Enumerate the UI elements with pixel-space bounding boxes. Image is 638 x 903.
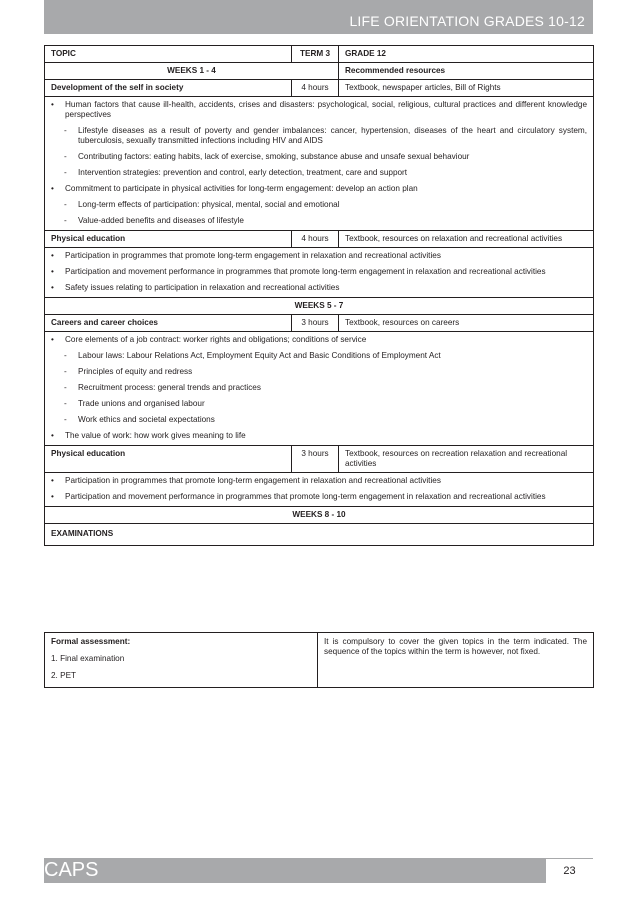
term-header: TERM 3 [292, 46, 339, 63]
topics-note: It is compulsory to cover the given topics in the term indicated. The sequence of the topics within the term is however, not fixed. [318, 633, 594, 688]
weeks-label: WEEKS 8 - 10 [45, 507, 594, 524]
list-item: - Recruitment process: general trends and practices [64, 383, 261, 392]
topic-name: Physical education [45, 446, 292, 473]
list-item: - Principles of equity and redress [64, 367, 193, 376]
topic-content-row [45, 97, 594, 231]
topic-resources: Textbook, resources on recreation relaxation and recreational activities [339, 446, 594, 473]
footer-bar [44, 858, 593, 883]
list-item: - Contributing factors: eating habits, lack of exercise, smoking, substance abuse and unsafe sexual behaviour [64, 152, 470, 161]
header-title: LIFE ORIENTATION GRADES 10-12 [349, 13, 585, 29]
topic-row [45, 315, 594, 332]
list-item: - Value-added benefits and diseases of lifestyle [64, 216, 244, 225]
weeks-5-7-row [45, 298, 594, 315]
header-bar [44, 0, 593, 34]
topic-header: TOPIC [45, 46, 292, 63]
topic-row [45, 80, 594, 97]
list-item: • Human factors that cause ill-health, accidents, crises and disasters: psychological, social, religious, cultural practices and different knowledge perspectives [51, 100, 587, 119]
list-item: • Core elements of a job contract: worker rights and obligations; conditions of service [51, 335, 367, 344]
list-item: - Work ethics and societal expectations [64, 415, 215, 424]
topic-content [45, 248, 594, 298]
topic-content [45, 97, 594, 231]
table-header-row [45, 46, 594, 63]
topic-hours: 4 hours [292, 231, 339, 248]
list-item: • Participation in programmes that promote long-term engagement in relaxation and recreational activities [51, 476, 441, 485]
topic-resources: Textbook, resources on relaxation and recreational activities [339, 231, 594, 248]
caps-label: CAPS [44, 859, 99, 881]
topic-content-row [45, 473, 594, 507]
curriculum-table [44, 45, 594, 546]
topic-hours: 3 hours [292, 446, 339, 473]
topic-hours: 3 hours [292, 315, 339, 332]
formal-assessment-title: Formal assessment: [51, 637, 131, 646]
resources-header: Recommended resources [339, 63, 594, 80]
grade-header: GRADE 12 [339, 46, 594, 63]
examinations-row [45, 524, 594, 546]
formal-assessment-cell [45, 633, 318, 688]
topic-row [45, 231, 594, 248]
weeks-1-4-row [45, 63, 594, 80]
assessment-table [44, 632, 594, 688]
weeks-8-10-row [45, 507, 594, 524]
topic-content-row [45, 332, 594, 446]
topic-content [45, 473, 594, 507]
list-item: • Safety issues relating to participation in relaxation and recreational activities [51, 283, 340, 292]
topic-content [45, 332, 594, 446]
list-item: - Lifestyle diseases as a result of poverty and gender imbalances: cancer, hypertension, diseases of the heart and circulatory system, tuberculosis, sexually transmitted infections including HIV and AIDS [64, 126, 587, 145]
list-item: • Participation and movement performance in programmes that promote long-term engagement in relaxation and recreational activities [51, 267, 546, 276]
topic-row [45, 446, 594, 473]
topic-name: Careers and career choices [45, 315, 292, 332]
topic-hours: 4 hours [292, 80, 339, 97]
list-item: • Participation and movement performance in programmes that promote long-term engagement in relaxation and recreational activities [51, 492, 546, 501]
list-item: - Trade unions and organised labour [64, 399, 205, 408]
examinations-label: EXAMINATIONS [45, 524, 594, 546]
list-item: • Participation in programmes that promote long-term engagement in relaxation and recreational activities [51, 251, 441, 260]
topic-resources: Textbook, newspaper articles, Bill of Rights [339, 80, 594, 97]
page-number: 23 [546, 858, 593, 883]
list-item: • Commitment to participate in physical activities for long-term engagement: develop an action plan [51, 184, 418, 193]
topic-name: Physical education [45, 231, 292, 248]
assessment-item: 2. PET [51, 671, 77, 680]
list-item: - Labour laws: Labour Relations Act, Employment Equity Act and Basic Conditions of Employment Act [64, 351, 441, 360]
assessment-item: 1. Final examination [51, 654, 125, 663]
list-item: - Long-term effects of participation: physical, mental, social and emotional [64, 200, 340, 209]
list-item: • The value of work: how work gives meaning to life [51, 431, 246, 440]
weeks-label: WEEKS 5 - 7 [45, 298, 594, 315]
topic-resources: Textbook, resources on careers [339, 315, 594, 332]
list-item: - Intervention strategies: prevention and control, early detection, treatment, care and support [64, 168, 408, 177]
assessment-row [45, 633, 594, 688]
weeks-label: WEEKS 1 - 4 [45, 63, 339, 80]
topic-content-row [45, 248, 594, 298]
topic-name: Development of the self in society [45, 80, 292, 97]
